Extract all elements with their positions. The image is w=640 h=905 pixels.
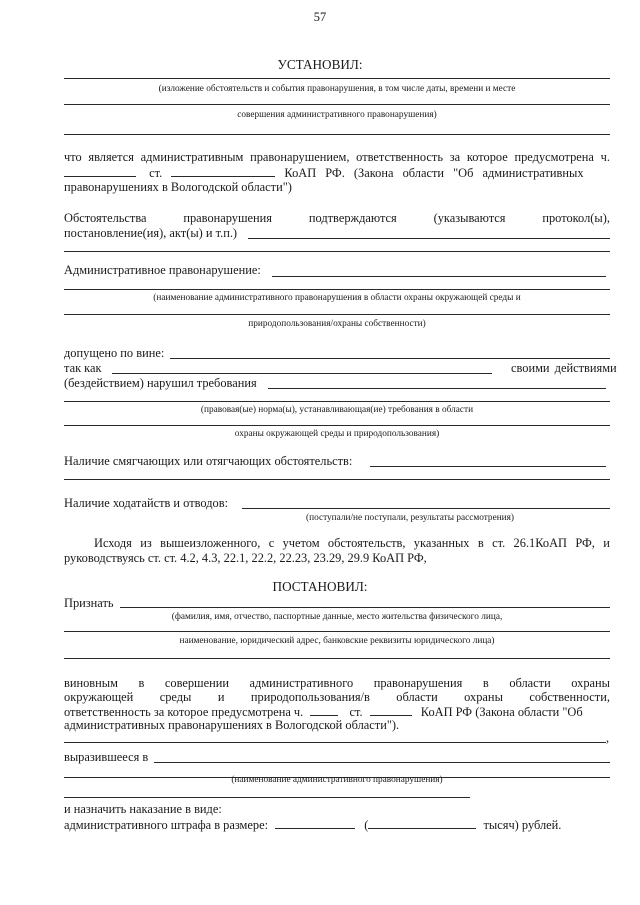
blank-line xyxy=(64,401,610,402)
blank-part xyxy=(310,704,338,716)
p1-line-1: что является административным правонарушением, ответственность за которое предусмотрена ч. xyxy=(64,150,610,164)
blank-line xyxy=(268,388,606,389)
hint-circumstances-2: совершения административного правонарушения) xyxy=(237,110,437,120)
expressed-label: выразившееся в xyxy=(64,750,149,764)
blank-fine-amount xyxy=(275,817,355,829)
hint-offense-1: (наименование административного правонарушения в области охраны окружающей среды и xyxy=(153,293,521,303)
blank-article xyxy=(370,704,412,716)
blank-line xyxy=(64,658,610,659)
p1-line-2: ст. КоАП РФ. (Закона области "Об административных xyxy=(64,165,584,180)
blank-line xyxy=(112,373,492,374)
blank-line xyxy=(64,104,610,105)
blank-line xyxy=(242,508,610,509)
hint-norms-1: (правовая(ые) норма(ы), устанавливающая(ие) требования в области xyxy=(200,405,474,415)
hint-offense-2: природопользования/охраны собственности) xyxy=(248,319,426,329)
fine-line: административного штрафа в размере: ( тысяч) рублей. xyxy=(64,818,562,832)
blank-line xyxy=(370,466,606,467)
mitigating-label: Наличие смягчающих или отягчающих обстоятельств: xyxy=(64,454,353,468)
blank-line xyxy=(248,238,610,239)
hint-offense-name: (наименование административного правонарушения) xyxy=(231,775,443,785)
heading-established: УСТАНОВИЛ: xyxy=(277,57,363,72)
guilty-line-2: окружающей среды и природопользования/в области охраны собственности, xyxy=(64,690,610,704)
since-label: так как xyxy=(64,361,102,375)
inaction-label: (бездействием) нарушил требования xyxy=(64,376,257,390)
guilty-line-1: виновным в совершении административного правонарушения в области охраны xyxy=(64,676,610,690)
p2-line-2: постановление(ия), акт(ы) и т.п.) xyxy=(64,226,238,240)
basis-line-1: Исходя из вышеизложенного, с учетом обстоятельств, указанных в ст. 26.1КоАП РФ, и xyxy=(94,536,610,550)
own-actions: своими действиями xyxy=(511,361,617,375)
blank-line xyxy=(64,289,610,290)
recognize-label: Признать xyxy=(64,596,114,610)
p2-line-1: Обстоятельства правонарушения подтверждаются (указываются протокол(ы), xyxy=(64,211,610,225)
blank-line xyxy=(64,425,610,426)
blank-line xyxy=(64,479,610,480)
page-number: 57 xyxy=(313,10,327,24)
blank-fine-words xyxy=(368,817,476,829)
guilty-line-4: административных правонарушениях в Вологодской области"). xyxy=(64,718,400,732)
basis-line-2: руководствуясь ст. ст. 4.2, 4.3, 22.1, 22.2, 22.23, 23.29, 29.9 КоАП РФ, xyxy=(64,551,427,565)
trailing-comma: , xyxy=(606,731,610,745)
hint-circumstances-1: (изложение обстоятельств и события правонарушения, в том числе даты, времени и месте xyxy=(158,84,516,94)
p1-line-3: правонарушениях в Вологодской области") xyxy=(64,180,292,194)
blank-line xyxy=(64,251,610,252)
blank-line xyxy=(64,134,610,135)
hint-entity: наименование, юридический адрес, банковские реквизиты юридического лица) xyxy=(179,636,495,646)
blank-line xyxy=(170,358,610,359)
guilty-line-3: ответственность за которое предусмотрена ч. ст. КоАП РФ (Закона области "Об xyxy=(64,705,583,719)
blank-line xyxy=(120,607,610,608)
hint-motions: (поступали/не поступали, результаты рассмотрения) xyxy=(306,513,515,523)
blank-line xyxy=(64,314,610,315)
blank-line xyxy=(64,742,606,743)
hint-person: (фамилия, имя, отчество, паспортные данные, место жительства физического лица, xyxy=(171,612,503,622)
blank-line xyxy=(272,276,606,277)
admin-offense-label: Административное правонарушение: xyxy=(64,263,261,277)
guilt-label: допущено по вине: xyxy=(64,346,165,360)
blank-line xyxy=(64,78,610,79)
motions-label: Наличие ходатайств и отводов: xyxy=(64,496,229,510)
blank-line xyxy=(64,631,610,632)
blank-line xyxy=(64,797,470,798)
blank-article xyxy=(171,165,275,177)
blank-part xyxy=(64,165,136,177)
penalty-label: и назначить наказание в виде: xyxy=(64,802,222,816)
blank-line xyxy=(154,762,610,763)
hint-norms-2: охраны окружающей среды и природопользования) xyxy=(234,429,440,439)
heading-resolved: ПОСТАНОВИЛ: xyxy=(272,579,368,594)
